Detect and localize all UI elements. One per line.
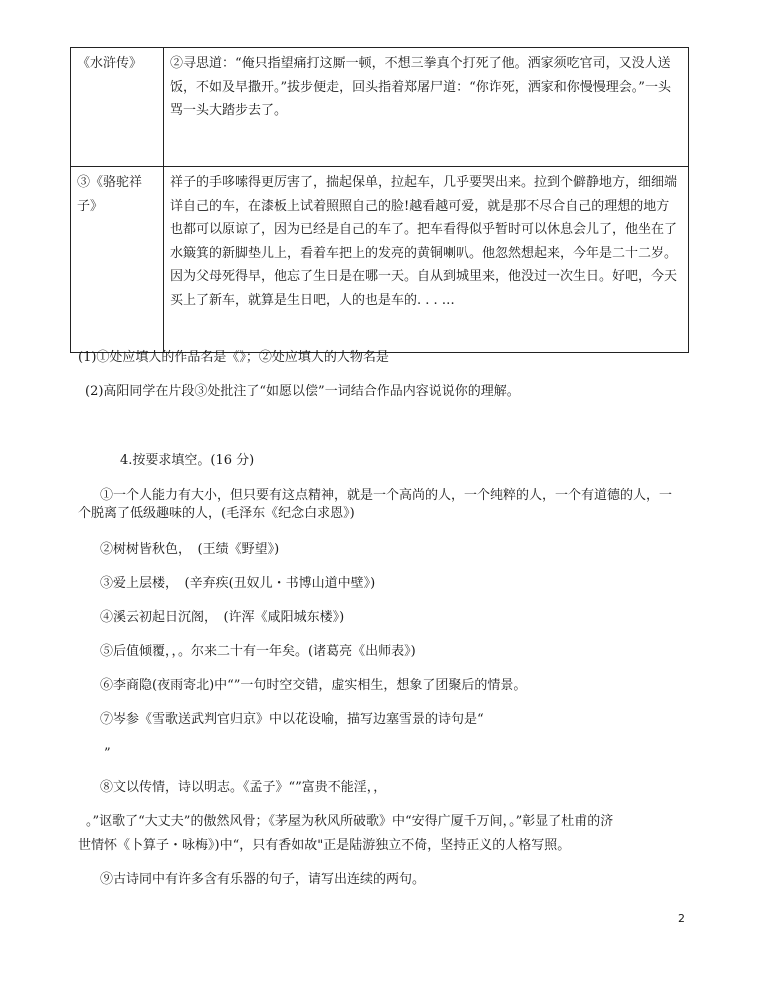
fill-item: ” — [104, 746, 111, 761]
excerpt-cell: ②寻思道：“俺只指望痛打这厮一顿，不想三拳真个打死了他。洒家须吃官司，又没人送饭，不如及早撒开。”拔步便走，回头指着郑屠尸道：“你诈死，洒家和你慢慢理会。”一头骂一头大踏步去了。 — [164, 48, 689, 167]
fill-item: ⑨古诗同中有许多含有乐器的句子，请写出连续的两句。 — [100, 872, 426, 887]
fill-item: ⑦岑参《雪歌送武判官归京》中以花设喻，描写边塞雪景的诗句是“ — [100, 712, 484, 727]
excerpt-cell: 祥子的手哆嗦得更厉害了，揣起保单，拉起车，几乎要哭出来。拉到个僻静地方，细细端详自己的车，在漆板上试着照照自己的脸!越看越可爱，就是那不尽合自己的理想的地方也都可以原谅了，因为已经是自己的车了。把车看得似乎暂时可以休息会儿了，他坐在了水簸箕的新脚垫儿上，看着车把上的发亮的黄铜喇叭。他忽然想起来，今年是二十二岁。因为父母死得早，他忘了生日是在哪一天。自从到城里来，他没过一次生日。好吧，今天买上了新车，就算是生日吧，人的也是车的. . . … — [164, 167, 689, 353]
fill-item: ②树树皆秋色， (王绩《野望》) — [100, 542, 280, 557]
fill-item: ③爱上层楼， (辛弃疾(丑奴儿・书博山道中壁》) — [100, 576, 376, 591]
table-row — [71, 167, 689, 353]
question-2: (2)高阳同学在片段③处批注了“如愿以偿”一词结合作品内容说说你的理解。 — [85, 384, 520, 399]
fill-item: ⑥李商隐(夜雨寄北)中“”一句时空交错，虚实相生，想象了团聚后的情景。 — [100, 678, 527, 693]
table-row — [71, 48, 689, 167]
fill-item: 个脱离了低级趣味的人，(毛泽东《纪念白求恩》) — [78, 506, 355, 521]
work-title-cell: ③《骆驼祥子》 — [71, 167, 164, 353]
question-1: (1)①处应填人的作品名是《》；②处应填人的人物名是 — [78, 350, 389, 365]
section-4-heading: 4.按要求填空。(16 分) — [120, 453, 255, 468]
fill-item: ①一个人能力有大小，但只要有这点精神，就是一个高尚的人，一个纯粹的人，一个有道德的人，一 — [100, 488, 673, 503]
fill-item: ⑧文以传情，诗以明志。《孟子》“”富贵不能淫，， — [100, 780, 387, 795]
page-number: 2 — [678, 912, 685, 925]
fill-item: 。”讴歌了“大丈夫”的傲然风骨；《茅屋为秋风所破歌》中“安得广厦千万间，。”彰显了杜甫的济 — [86, 814, 614, 829]
work-title-cell: 《水浒传》 — [71, 48, 164, 167]
fill-item: ④溪云初起日沉阁， (许浑《咸阳城东楼》) — [100, 610, 345, 625]
fill-item: ⑤后值倾覆，，。尔来二十有一年矣。(诸葛亮《出师表》) — [100, 644, 416, 659]
fill-item: 世情怀《卜算子・咏梅》)中“，只有香如故"正是陆游独立不倚，坚持正义的人格写照。 — [78, 838, 571, 853]
excerpt-table — [70, 47, 689, 353]
